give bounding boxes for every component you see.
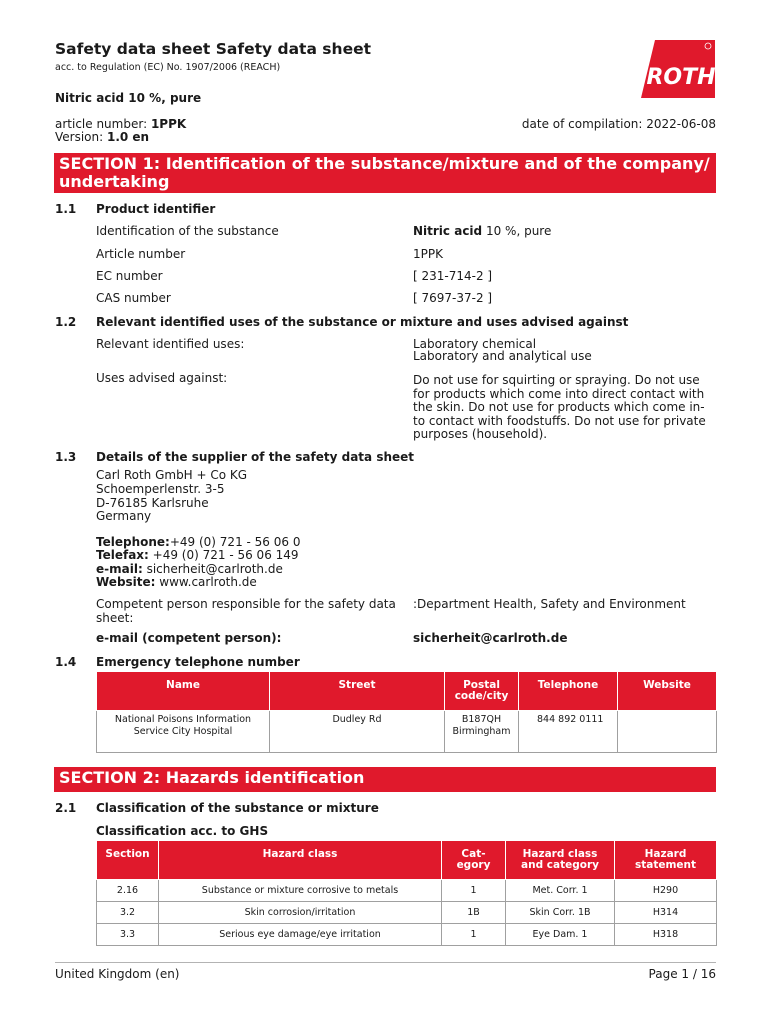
hazard-header-category: Cat-egory xyxy=(442,841,506,880)
advised-label: Uses advised against: xyxy=(96,371,228,385)
section-2-heading: SECTION 2: Hazards identification xyxy=(54,767,716,792)
hazard-table-header xyxy=(97,841,717,880)
hazard-cell: Eye Dam. 1 xyxy=(506,924,615,946)
section-1-heading: SECTION 1: Identification of the substance/mixture and of the company/ undertaking xyxy=(54,153,716,193)
website-line xyxy=(96,576,257,590)
section-1-1-number: 1.1 xyxy=(55,202,77,216)
emergency-header-telephone: Telephone xyxy=(519,672,618,711)
emergency-cell-website xyxy=(618,711,717,753)
email-value[interactable]: sicherheit@carlroth.de xyxy=(142,562,283,576)
emergency-table xyxy=(96,671,717,753)
hazard-cell: H318 xyxy=(615,924,717,946)
regulation-subtitle: acc. to Regulation (EC) No. 1907/2006 (REACH) xyxy=(55,62,281,73)
telephone-value: +49 (0) 721 - 56 06 0 xyxy=(169,535,301,549)
hazard-table xyxy=(96,840,717,946)
identification-label: Identification of the substance xyxy=(96,224,279,238)
emergency-cell-street: Dudley Rd xyxy=(270,711,445,753)
emergency-header-website: Website xyxy=(618,672,717,711)
emergency-cell-postal: B187QH Birmingham xyxy=(445,711,519,753)
article-number-value: 1PPK xyxy=(150,117,187,131)
emergency-table-header xyxy=(97,672,717,711)
telefax-line xyxy=(96,549,299,563)
hazard-cell: H290 xyxy=(615,880,717,902)
hazard-header-statement: Hazard statement xyxy=(615,841,717,880)
identification-value xyxy=(413,225,551,239)
ghs-title: Classification acc. to GHS xyxy=(96,824,269,838)
email-label: e-mail: xyxy=(96,562,143,576)
emergency-cell-name: National Poisons Information Service City Hospital xyxy=(97,711,270,753)
hazard-header-section: Section xyxy=(97,841,159,880)
competent-value: :Department Health, Safety and Environment xyxy=(413,597,686,611)
hazard-cell: Skin Corr. 1B xyxy=(506,902,615,924)
hazard-header-class: Hazard class xyxy=(159,841,442,880)
telefax-value: +49 (0) 721 - 56 06 149 xyxy=(148,548,299,562)
cas-value: [ 7697-37-2 ] xyxy=(413,291,493,305)
section-2-1-number: 2.1 xyxy=(55,801,77,815)
emergency-cell-telephone: 844 892 0111 xyxy=(519,711,618,753)
article-value: 1PPK xyxy=(413,247,443,261)
emergency-header-postal: Postal code/city xyxy=(445,672,519,711)
table-row xyxy=(97,711,717,753)
hazard-cell: 3.2 xyxy=(97,902,159,924)
section-1-4-number: 1.4 xyxy=(55,655,77,669)
website-label: Website: xyxy=(96,575,156,589)
hazard-cell: 1 xyxy=(442,924,506,946)
table-row xyxy=(97,902,717,924)
hazard-cell: 1B xyxy=(442,902,506,924)
hazard-cell: 1 xyxy=(442,880,506,902)
uses-value-2: Laboratory and analytical use xyxy=(413,349,592,363)
supplier-line-2: Schoemperlenstr. 3-5 xyxy=(96,482,225,496)
footer-locale: United Kingdom (en) xyxy=(55,967,180,981)
email-competent-label: e-mail (competent person): xyxy=(96,631,282,645)
section-1-2-number: 1.2 xyxy=(55,315,77,329)
product-name: Nitric acid 10 %, pure xyxy=(55,91,202,105)
emergency-header-name: Name xyxy=(97,672,270,711)
identification-bold: Nitric acid xyxy=(413,224,483,238)
section-1-2-title: Relevant identified uses of the substance or mixture and uses advised against xyxy=(96,315,629,329)
table-row xyxy=(97,924,717,946)
hazard-cell: 3.3 xyxy=(97,924,159,946)
supplier-line-3: D-76185 Karlsruhe xyxy=(96,496,209,510)
section-1-3-title: Details of the supplier of the safety data sheet xyxy=(96,450,415,464)
version xyxy=(55,131,149,144)
section-1-3-number: 1.3 xyxy=(55,450,77,464)
cas-label: CAS number xyxy=(96,291,171,305)
emergency-header-street: Street xyxy=(270,672,445,711)
article-label: Article number xyxy=(96,247,186,261)
hazard-cell: Serious eye damage/eye irritation xyxy=(159,924,442,946)
hazard-header-class-category: Hazard class and category xyxy=(506,841,615,880)
advised-value: Do not use for squirting or spraying. Do not use for products which come into direct contact with the skin. Do not use for products which come in-to contact with foodstuffs. Do not use for private purposes (household). xyxy=(413,373,706,441)
document-title: Safety data sheet Safety data sheet xyxy=(55,40,372,58)
section-1-1-title: Product identifier xyxy=(96,202,216,216)
compilation-date: date of compilation: 2022-06-08 xyxy=(521,117,716,131)
section-1-4-title: Emergency telephone number xyxy=(96,655,300,669)
hazard-cell: H314 xyxy=(615,902,717,924)
ec-label: EC number xyxy=(96,269,163,283)
footer-divider xyxy=(55,962,716,963)
uses-label: Relevant identified uses: xyxy=(96,337,245,351)
article-number-label: article number: xyxy=(55,117,151,131)
version-value: 1.0 en xyxy=(106,130,150,144)
email-competent-value[interactable]: sicherheit@carlroth.de xyxy=(413,631,568,645)
roth-logo xyxy=(641,40,715,98)
footer-page-number: Page 1 / 16 xyxy=(648,967,716,981)
supplier-line-4: Germany xyxy=(96,509,152,523)
telephone-label: Telephone: xyxy=(96,535,170,549)
section-2-1-title: Classification of the substance or mixture xyxy=(96,801,379,815)
competent-label: Competent person responsible for the safety data sheet: xyxy=(96,597,396,625)
website-value[interactable]: www.carlroth.de xyxy=(155,575,257,589)
uses-value-1: Laboratory chemical xyxy=(413,337,537,351)
ec-value: [ 231-714-2 ] xyxy=(413,269,493,283)
identification-rest: 10 %, pure xyxy=(482,224,552,238)
hazard-cell: Substance or mixture corrosive to metals xyxy=(159,880,442,902)
hazard-cell: Skin corrosion/irritation xyxy=(159,902,442,924)
supplier-line-1: Carl Roth GmbH + Co KG xyxy=(96,468,248,482)
logo-text: ROTH xyxy=(646,65,715,90)
version-label: Version: xyxy=(55,130,107,144)
roth-logo-icon xyxy=(641,40,715,98)
hazard-cell: 2.16 xyxy=(97,880,159,902)
table-row xyxy=(97,880,717,902)
hazard-cell: Met. Corr. 1 xyxy=(506,880,615,902)
telefax-label: Telefax: xyxy=(96,548,149,562)
